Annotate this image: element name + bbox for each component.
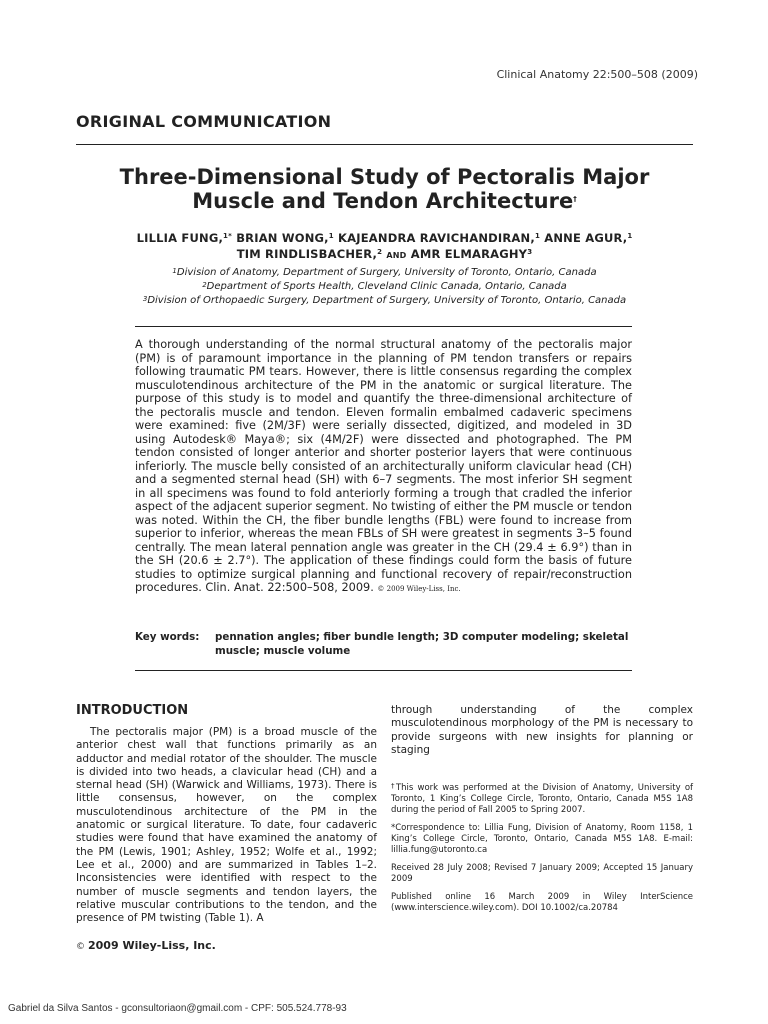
copyright-symbol: © [76,942,85,952]
author-affil-sup: 1 [534,232,541,240]
watermark: Gabriel da Silva Santos - gconsultoriaon@gmail.com - CPF: 505.524.778-93 [8,1003,347,1014]
abstract-text: A thorough understanding of the normal structural anatomy of the pectoralis major (PM) is of paramount importance in the planning of PM tendon transfers or repairs following traumatic PM tears. However, there is little consensus regarding the complex musculotendinous architecture of the PM in the anatomic or surgical literature. The purpose of this study is to model and quantify the three-dimensional architecture of the pectoralis muscle and tendon. Eleven formalin embalmed cadaveric specimens were examined: five (2M/3F) were serially dissected, digitized, and modeled in 3D using Autodesk® Maya®; six (4M/2F) were dissected and photographed. The PM tendon consisted of longer anterior and shorter posterior layers that were continuous inferiorly. The muscle belly consisted of an architecturally uniform clavicular head (CH) and a segmented sternal head (SH) with 6–7 segments. The most inferior SH segment in all specimens was found to fold anteriorly forming a trough that cradled the inferior aspect of the adjacent superior segment. No twisting of either the PM muscle or tendon was noted. Within the CH, the fiber bundle lengths (FBL) were found to increase from superior to inferior, whereas the mean FBLs of SH were greatest in segments 3–5 found centrally. The mean lateral pennation angle was greater in the CH (29.4 ± 6.9°) than in the SH (20.6 ± 2.7°). The application of these findings could form the basis of future studies to optimize surgical planning and functional recovery of repair/reconstruction procedures. Clin. Anat. 22:500–508, 2009. [135,338,632,594]
keywords-text: pennation angles; fiber bundle length; 3D computer modeling; skeletal muscle; muscle volume [215,631,629,657]
author: TIM RINDLISBACHER, [236,247,378,261]
author-affil-sup: 1 [328,232,334,240]
title-line-2: Muscle and Tendon Architecture† [192,189,577,213]
introduction-left-column: The pectoralis major (PM) is a broad muscle of the anterior chest wall that functions primarily as an adductor and medial rotator of the shoulder. The muscle is divided into two heads, a clavicular head (CH) and a sternal head (SH) (Warwick and Williams, 1973). There is little consensus, however, on the complex musculotendinous architecture of the PM in the anatomic or surgical literature. To date, four cadaveric studies were found that have examined the anatomy of the PM (Lewis, 1901; Ashley, 1952; Wolfe et al., 1992; Lee et al., 2000) and are summarized in Tables 1–2. Inconsistencies were identified with respect to the number of muscle segments and tendon layers, the relative muscular contributions to the tendon, and the presence of PM twisting (Table 1). A [76,726,377,925]
author-line-2 [76,246,693,264]
footnote-funding: †This work was performed at the Division of Anatomy, University of Toronto, 1 King’s College Circle, Toronto, Ontario, Canada M5S 1A8 during the period of Fall 2005 to Spring 2007. [391,782,694,815]
copyright [76,939,216,952]
journal-reference: Clinical Anatomy 22:500–508 (2009) [496,68,698,81]
author: AMR ELMARAGHY [410,247,528,261]
introduction-right-column: through understanding of the complex musculotendinous morphology of the PM is necessary to provide surgeons with new insights for planning or staging [391,704,693,756]
author: LILLIA FUNG, [136,231,224,245]
author-and: AND [386,251,407,260]
affiliations [76,266,693,308]
author-list [76,230,693,264]
author-affil-sup: 3 [527,248,533,256]
copyright-text: 2009 Wiley-Liss, Inc. [88,939,216,952]
footnote-received: Received 28 July 2008; Revised 7 January 2009; Accepted 15 January 2009 [391,863,693,884]
footnotes [391,783,693,921]
title-line-1: Three-Dimensional Study of Pectoralis Major [119,165,650,189]
abstract-copyright: © 2009 Wiley-Liss, Inc. [377,585,461,593]
abstract-top-rule [135,326,632,327]
author: KAJEANDRA RAVICHANDIRAN, [338,231,535,245]
title-dagger: † [573,195,577,203]
affiliation: $^2$Department of Sports Health, Cleveland Clinic Canada, Ontario, Canada [202,281,567,292]
keywords [135,630,632,658]
author: BRIAN WONG, [236,231,329,245]
introduction-heading: INTRODUCTION [76,703,189,718]
author-affil-sup: 1* [223,232,232,240]
article-title [76,165,693,213]
affiliation: $^1$Division of Anatomy, Department of Surgery, University of Toronto, Ontario, Canada [172,267,597,278]
author-affil-sup: 1 [627,232,633,240]
footnote-correspondence: *Correspondence to: Lillia Fung, Division of Anatomy, Room 1158, 1 King’s College Circle, Toronto, Ontario, Canada M5S 1A8. E-mail: lillia.fung@utoronto.ca [391,823,693,855]
author-affil-sup: 2 [377,248,383,256]
author-line-1 [76,230,693,246]
header-rule [76,144,693,145]
affiliation: $^3$Division of Orthopaedic Surgery, Department of Surgery, University of Toronto, Ontario, Canada [142,295,627,306]
abstract [135,338,632,597]
footnote-published: Published online 16 March 2009 in Wiley InterScience (www.interscience.wiley.com). DOI 10.1002/ca.20784 [391,892,693,913]
author: ANNE AGUR, [544,231,628,245]
keywords-label: Key words: [135,631,200,643]
section-label: ORIGINAL COMMUNICATION [76,112,332,131]
abstract-bottom-rule [135,670,632,671]
